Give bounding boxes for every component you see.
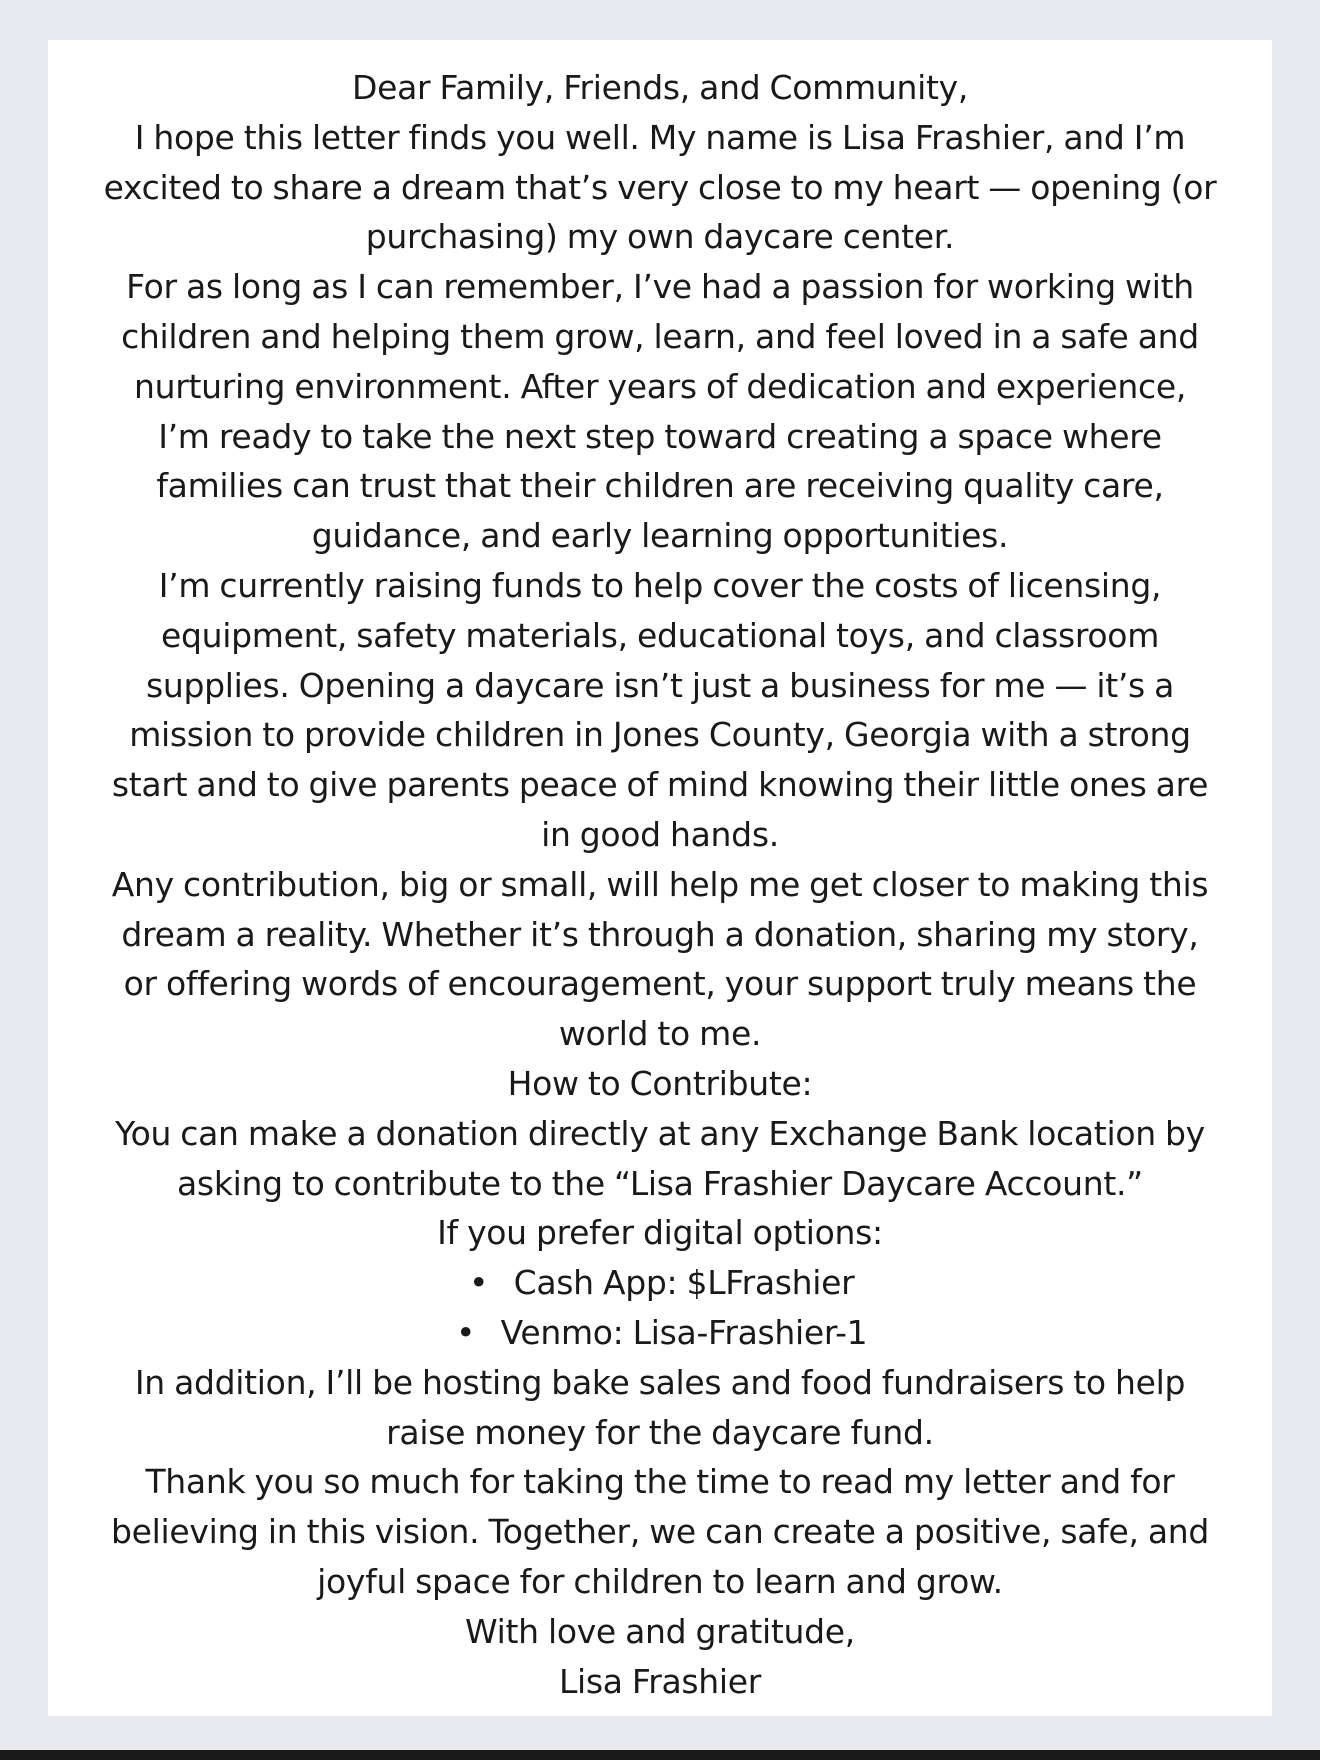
letter-page	[48, 40, 1272, 1716]
text-line: or offering words of encouragement, your support truly means the	[123, 964, 1197, 1004]
text-line: believing in this vision. Together, we can create a positive, safe, and	[110, 1512, 1210, 1552]
greeting: Dear Family, Friends, and Community,	[351, 68, 969, 107]
closing: With love and gratitude,	[465, 1611, 855, 1651]
text-line: purchasing) my own daycare center.	[365, 217, 955, 257]
bullet-icon: •	[468, 1263, 489, 1303]
funds-paragraph	[62, 561, 1258, 860]
text-line: world to me.	[558, 1014, 762, 1054]
digital-options-intro: If you prefer digital options:	[437, 1213, 883, 1253]
text-line: For as long as I can remember, I’ve had a passion for working with	[126, 267, 1194, 307]
text-line: supplies. Opening a daycare isn’t just a business for me — it’s a	[145, 665, 1175, 705]
text-line: You can make a donation directly at any Exchange Bank location by	[115, 1113, 1205, 1153]
list-item	[62, 1258, 1258, 1308]
text-line: I hope this letter finds you well. My name is Lisa Frashier, and I’m	[134, 117, 1186, 157]
text-line: in good hands.	[541, 814, 779, 854]
signature: Lisa Frashier	[558, 1661, 762, 1701]
text-line: Thank you so much for taking the time to read my letter and for	[145, 1462, 1175, 1502]
text-line: families can trust that their children are receiving quality care,	[156, 466, 1164, 506]
cash-app-option: Cash App: $LFrashier	[513, 1263, 855, 1303]
list-item	[62, 1308, 1258, 1358]
letter-body	[62, 63, 1258, 1706]
text-line: start and to give parents peace of mind knowing their little ones are	[111, 765, 1209, 805]
text-line: dream a reality. Whether it’s through a donation, sharing my story,	[121, 914, 1199, 954]
text-line: asking to contribute to the “Lisa Frashier Daycare Account.”	[177, 1163, 1143, 1203]
text-line: In addition, I’ll be hosting bake sales and food fundraisers to help	[134, 1362, 1186, 1402]
text-line: guidance, and early learning opportunities.	[311, 516, 1009, 556]
passion-paragraph	[62, 262, 1258, 561]
contribution-paragraph	[62, 860, 1258, 1059]
text-line: excited to share a dream that’s very close to my heart — opening (or	[103, 167, 1217, 207]
text-line: children and helping them grow, learn, and feel loved in a safe and	[121, 316, 1199, 356]
bottom-edge-bar	[0, 1750, 1320, 1760]
text-line: Any contribution, big or small, will help me get closer to making this	[111, 864, 1209, 904]
intro-paragraph	[62, 113, 1258, 262]
thanks-paragraph	[62, 1457, 1258, 1606]
venmo-option: Venmo: Lisa-Frashier-1	[500, 1312, 868, 1352]
text-line: raise money for the daycare fund.	[386, 1412, 934, 1452]
text-line: I’m currently raising funds to help cover the costs of licensing,	[158, 565, 1162, 605]
bank-paragraph	[62, 1109, 1258, 1209]
how-to-contribute-heading: How to Contribute:	[507, 1063, 813, 1103]
text-line: equipment, safety materials, educational toys, and classroom	[160, 615, 1160, 655]
text-line: I’m ready to take the next step toward creating a space where	[158, 416, 1162, 456]
text-line: nurturing environment. After years of dedication and experience,	[133, 366, 1187, 406]
digital-options-list	[62, 1258, 1258, 1358]
bullet-icon: •	[456, 1312, 476, 1352]
text-line: mission to provide children in Jones County, Georgia with a strong	[129, 715, 1191, 755]
text-line: joyful space for children to learn and grow.	[317, 1561, 1003, 1601]
bake-sales-paragraph	[62, 1358, 1258, 1458]
